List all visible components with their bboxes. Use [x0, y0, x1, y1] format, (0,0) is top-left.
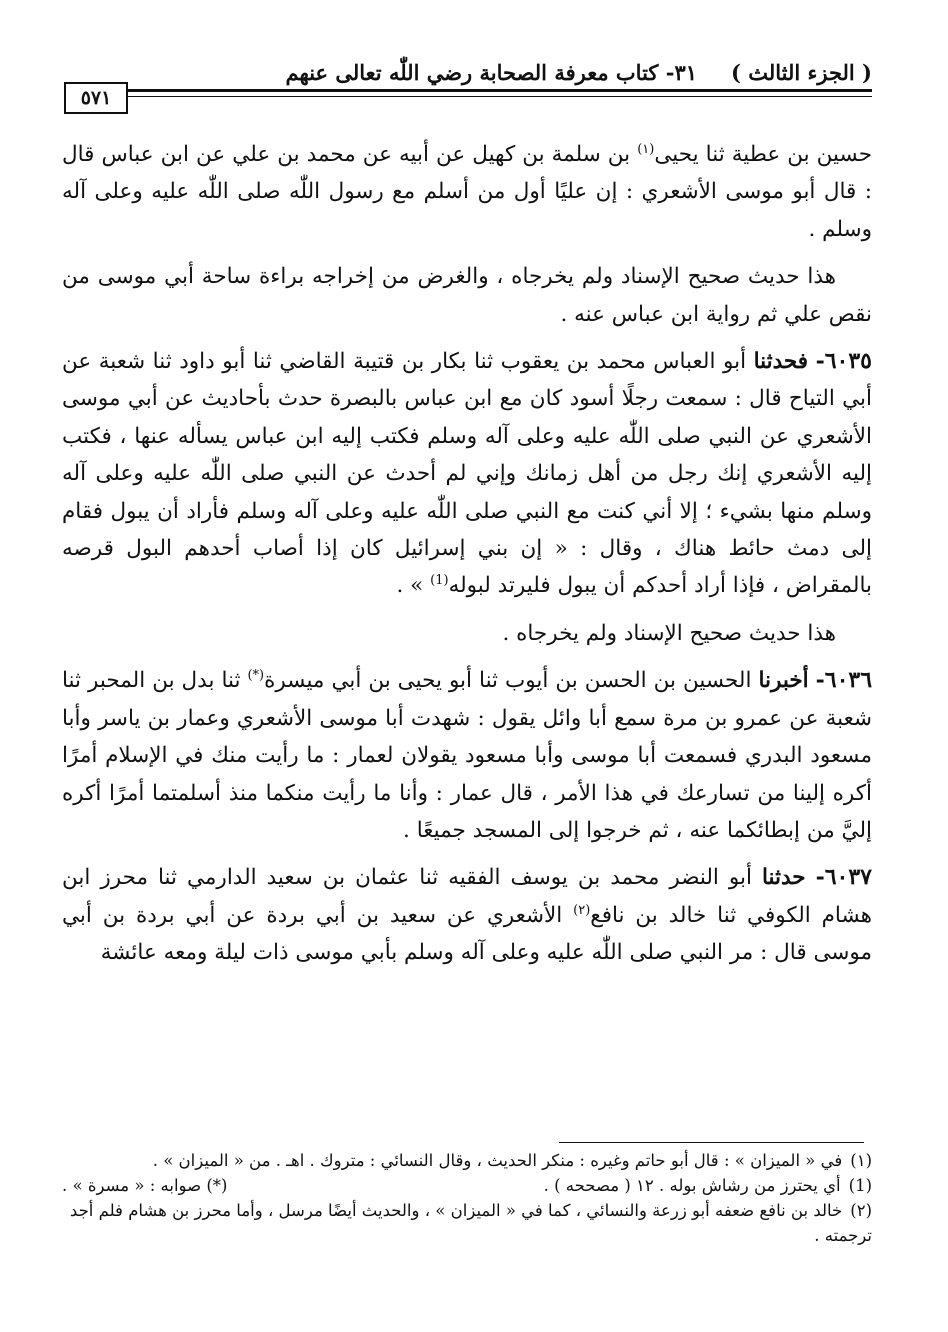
- footnotes: [62, 1148, 872, 1248]
- footnote-1: (١)في « الميزان » : قال أبو حاتم وغيره : منكر الحديث ، وقال النسائي : متروك . اهـ . من « الميزان » .: [152, 1151, 872, 1170]
- hadith-number: ٦٠٣٦-: [815, 667, 873, 694]
- narration-keyword: حدثنا: [761, 865, 806, 891]
- hadith-6036: ٦٠٣٦- أخبرنا الحسين بن الحسن بن أيوب ثنا أبو يحيى بن أبي ميسرة(*) ثنا بدل بن المحبر ثنا شعبة عن عمرو بن مرة سمع أبا وائل يقول : شهدت أبا موسى الأشعري وعمار بن ياسر وأبا مسعود البدري فسمعت أبا موسى وأبا مسعود يقولان لعمار : ما رأيت منك في الإسلام أمرًا أكره إلينا من تسارعك في هذا الأمر ، قال عمار : وأنا ما رأيت منكما منذ أسلمتما أمرًا أكره إليَّ من إبطائكما عنه ، ثم خرجوا إلى المسجد جميعًا .: [62, 667, 873, 843]
- header-rule-thick: [128, 89, 872, 92]
- narration-keyword: أخبرنا: [758, 668, 809, 694]
- paragraph-grading: هذا حديث صحيح الإسناد ولم يخرجاه ، والغرض من إخراجه براءة ساحة أبي موسى من نقص علي ثم رواية ابن عباس عنه .: [62, 264, 872, 327]
- paragraph-isnad-continuation: حسين بن عطية ثنا يحيى$^{(١)}$ بن سلمة بن كهيل عن أبيه عن محمد بن علي عن ابن عباس قال : قال أبو موسى الأشعري : إن عليًا أول من أسلم مع رسول اللّٰه صلى اللّٰه عليه وعلى آله وسلم .: [62, 141, 872, 242]
- footnote-3: (٢)خالد بن نافع ضعفه أبو زرعة والنسائي ، كما في « الميزان » ، والحديث أيضًا مرسل ، وأما محرز بن هشام فلم أجد ترجمته .: [69, 1201, 872, 1245]
- hadith-6037: ٦٠٣٧- حدثنا أبو النضر محمد بن يوسف الفقيه ثنا عثمان بن سعيد الدارمي ثنا محرز ابن هشام الكوفي ثنا خالد بن نافع$^{(٢)}$ الأشعري عن سعيد بن أبي بردة عن أبي بردة بن أبي موسى قال : مر النبي صلى اللّٰه عليه وعلى آله وسلم بأبي موسى ذات ليلة ومعه عائشة: [62, 864, 872, 966]
- hadith-number: ٦٠٣٥-: [815, 348, 872, 375]
- footnote-star: (*) صوابه : « مسرة » .: [62, 1176, 228, 1195]
- footnote-ref: (١): [637, 141, 655, 157]
- paragraph-grading-2: هذا حديث صحيح الإسناد ولم يخرجاه .: [502, 620, 836, 646]
- footnote-separator: [559, 1142, 864, 1143]
- chapter-title: ٣١- كتاب معرفة الصحابة رضي اللّٰه تعالى عنهم: [285, 60, 697, 85]
- footnote-2: (1)أي يحترز من رشاش بوله . ١٢ ( مصححه ) . (*) صوابه : « مسرة » .: [62, 1173, 872, 1198]
- hadith-6035: ٦٠٣٥- فحدثنا أبو العباس محمد بن يعقوب ثنا بكار بن قتيبة القاضي ثنا أبو داود ثنا شعبة عن أبي التياح قال : سمعت رجلًا أسود كان مع ابن عباس بالبصرة حدث بأحاديث عن أبي موسى الأشعري عن النبي صلى اللّٰه عليه وعلى آله وسلم فكتب إليه ابن عباس يسأله عنها ، فكتب إليه الأشعري إنك رجل من أهل زمانك وإني لم أحدث عن النبي صلى اللّٰه عليه وعلى آله وسلم منها بشيء ؛ إلا أني كنت مع النبي صلى اللّٰه عليه وعلى آله وسلم فأراد أن يبول فقام إلى دمث حائط هناك ، وقال : « إن بني إسرائيل كان إذا أصاب أحدهم البول قرصه بالمقراض ، فإذا أراد أحدكم أن يبول فليرتد لبوله$^{(1)}$ » .: [62, 348, 872, 599]
- volume-label: ( الجزء الثالث ): [730, 60, 872, 85]
- header-rule-thin: [128, 96, 872, 97]
- main-text: [62, 136, 872, 982]
- hadith-number: ٦٠٣٧-: [815, 864, 872, 891]
- footnote-ref: (*): [247, 668, 265, 684]
- footnote-ref: (٢): [573, 902, 591, 918]
- book-page: [62, 52, 872, 1302]
- narration-keyword: فحدثنا: [753, 349, 809, 375]
- page-number: ٥٧١: [64, 82, 128, 114]
- footnote-ref: (1): [430, 573, 449, 589]
